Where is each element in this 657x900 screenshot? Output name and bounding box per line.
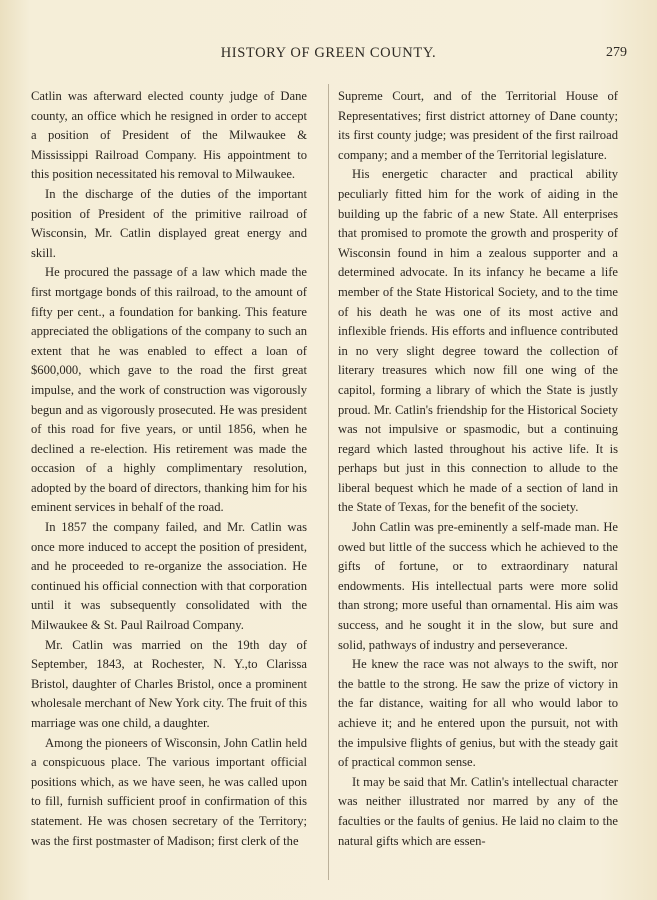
running-title: HISTORY OF GREEN COUNTY. [220, 45, 437, 61]
paragraph: It may be said that Mr. Catlin's intellectual character was neither illustrated nor marred by any of the faculties or the faults of genius. He laid no claim to the natural gifts which are essen- [338, 774, 618, 848]
paragraph: John Catlin was pre-eminently a self-made man. He owed but little of the success which he achieved to the gifts of fortune, or to extraordinary natural endowments. His intellectual parts were more solid than strong; more useful than ornamental. His aim was success, and he sought it in the slow, but sure and solid, pathways of industry and perseverance. [338, 520, 618, 652]
paragraph: Supreme Court, and of the Territorial House of Representatives; first district attorney of Dane county; its first county judge; was president of the first railroad company; and a member of the Territorial legislature. [338, 89, 618, 162]
right-column [338, 87, 618, 851]
left-column [31, 87, 307, 851]
paragraph: In 1857 the company failed, and Mr. Catlin was once more induced to accept the position of president, and he proceeded to re-organize the association. He continued his official connection with that corporation until it was subsequently consolidated with the Milwaukee & St. Paul Railroad Company. [31, 520, 307, 633]
paragraph: His energetic character and practical ability peculiarly fitted him for the work of aiding in the building up the fabric of a new State. All enterprises that promised to promote the growth and prosperity of Wisconsin found in him a zealous supporter and a determined advocate. In its infancy he became a life member of the State Historical Society, and to the time of his death he was one of its most active and inflexible friends. His efforts and influence contributed in no very slight degree toward the collection of literary treasures which now fill one wing of the capitol, forming a library of which the State is justly proud. Mr. Catlin's friendship for the Historical Society was not impulsive or spasmodic, but a continuing regard which lasted throughout his active life. It is perhaps but just in this connection to allude to the liberal bequest which he made of a section of land in the State of Texas, for the benefit of the society. [338, 167, 618, 515]
paragraph: He procured the passage of a law which made the first mortgage bonds of this railroad, to the amount of fifty per cent., a foundation for banking. This feature appreciated the obligations of the company to such an extent that he was enabled to effect a loan of $600,000, which gave to the road the first great impulse, and the work of construction was vigorously begun and as vigorously prosecuted. He was president of this road for five years, or until 1856, when he declined a re-election. His retirement was made the occasion of a highly complimentary resolution, adopted by the board of directors, thanking him for his eminent services in behalf of the road. [31, 265, 307, 515]
paragraph: Among the pioneers of Wisconsin, John Catlin held a conspicuous place. The various important official positions which, as we have seen, he was called upon to fill, furnish sufficient proof in confirmation of this statement. He was chosen secretary of the Territory; was the first postmaster of Madison; first clerk of the [31, 735, 307, 848]
column-divider [328, 84, 329, 880]
paragraph: He knew the race was not always to the swift, nor the battle to the strong. He saw the prize of victory in the far distance, waiting for all who would labor to achieve it; and he entered upon the pursuit, not with the impulsive flights of genius, but with the steady gait of practical common sense. [338, 657, 618, 770]
page-number: 279 [606, 45, 627, 60]
paragraph: Catlin was afterward elected county judge of Dane county, an office which he resigned in order to accept a position of President of the Milwaukee & Mississippi Railroad Company. His appointment to this position necessitated his removal to Milwaukee. [31, 89, 307, 182]
paragraph: In the discharge of the duties of the important position of President of the primitive railroad of Wisconsin, Mr. Catlin displayed great energy and skill. [31, 186, 307, 260]
paragraph: Mr. Catlin was married on the 19th day of September, 1843, at Rochester, N. Y.,to Clarissa Bristol, daughter of Charles Bristol, once a prominent wholesale merchant of New York city. The fruit of this marriage was one child, a daughter. [31, 637, 307, 730]
page-header [0, 45, 657, 65]
